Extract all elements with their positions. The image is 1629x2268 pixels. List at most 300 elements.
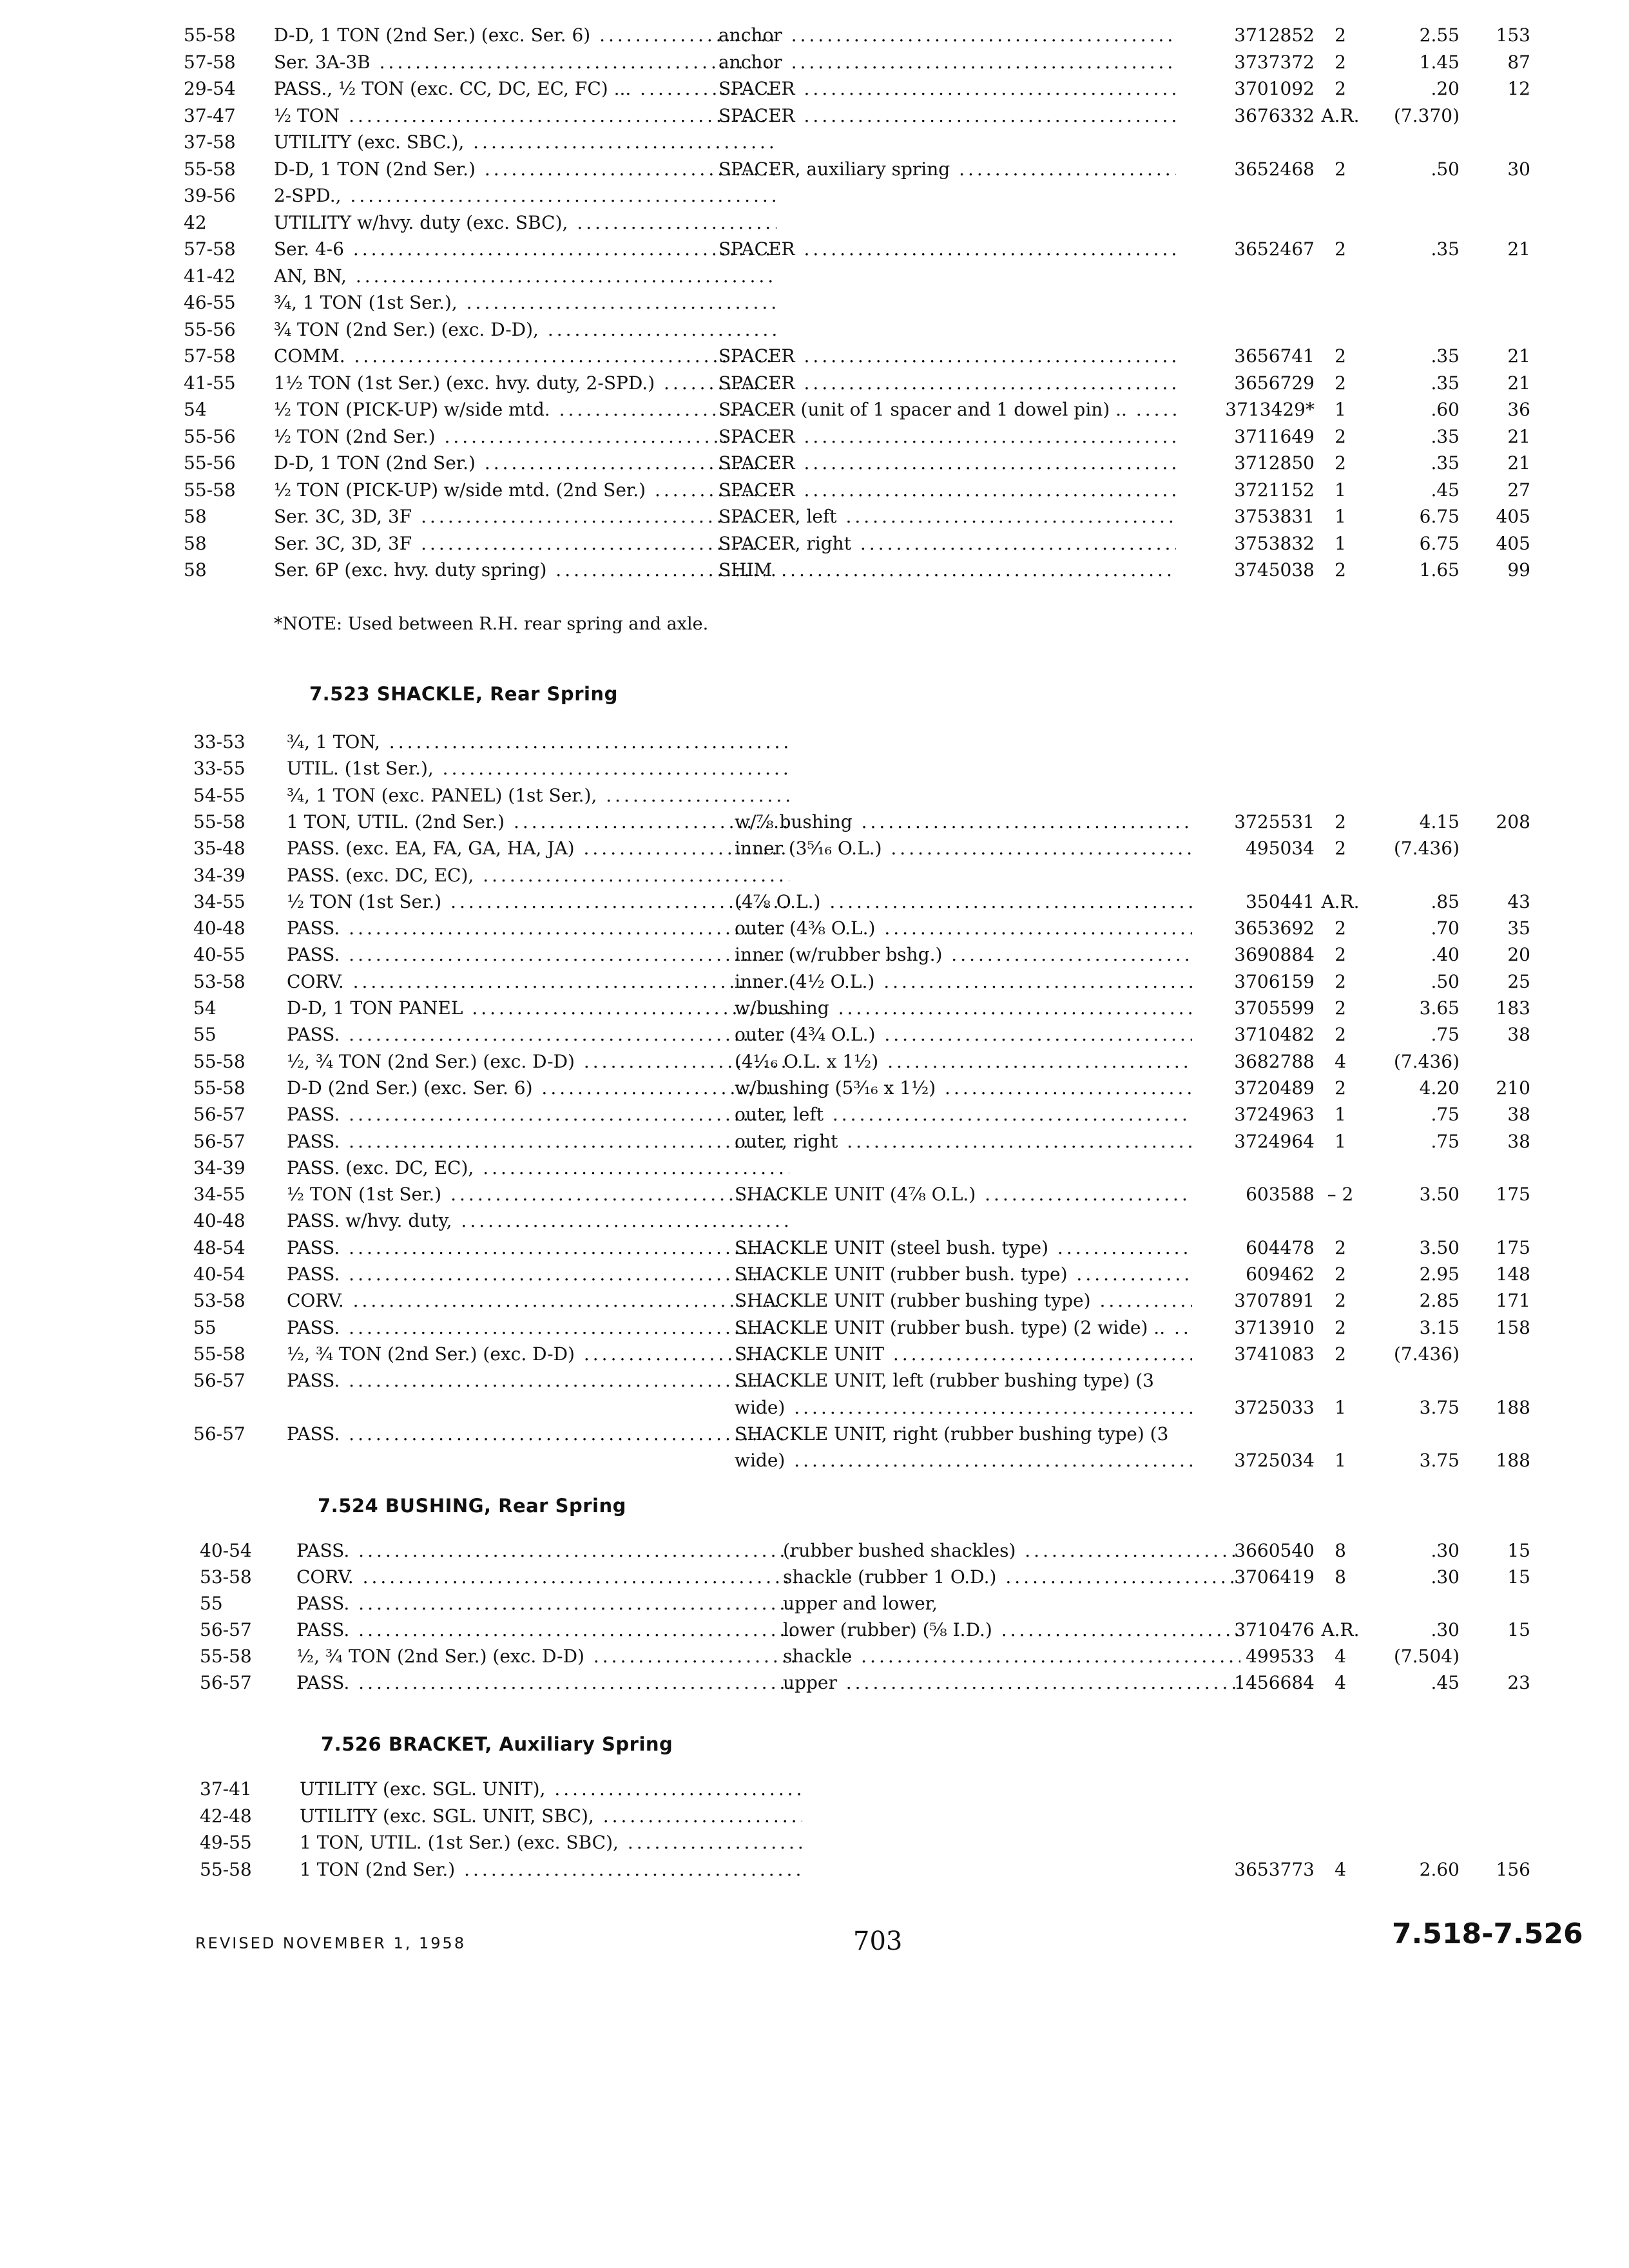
code-cell: 12 bbox=[1507, 78, 1530, 99]
code-cell: 188 bbox=[1496, 1396, 1530, 1418]
description-cell: outer, right ..... bbox=[735, 1131, 1192, 1153]
quantity-cell: 2 bbox=[1335, 1024, 1346, 1046]
quantity-cell: 2 bbox=[1335, 970, 1346, 992]
application-cell: ½ TON (PICK-UP) w/side mtd. ..... bbox=[274, 399, 776, 421]
revised-date: REVISED NOVEMBER 1, 1958 bbox=[195, 1934, 467, 1952]
price-cell: .50 bbox=[1431, 970, 1460, 992]
price-cell: 6.75 bbox=[1419, 532, 1460, 554]
description-cell: wide) ..... bbox=[735, 1397, 1192, 1419]
part-number-cell: 3676332 bbox=[1234, 104, 1315, 126]
price-cell: .35 bbox=[1431, 238, 1460, 260]
part-number-cell: 3656741 bbox=[1234, 345, 1315, 367]
price-cell: .35 bbox=[1431, 452, 1460, 474]
years-cell: 55-58 bbox=[184, 158, 236, 180]
application-cell: ½, ¾ TON (2nd Ser.) (exc. D-D) ..... bbox=[296, 1646, 799, 1667]
quantity-cell: 2 bbox=[1335, 372, 1346, 394]
code-cell: 148 bbox=[1496, 1264, 1530, 1285]
description-cell: SHACKLE UNIT (rubber bushing type) ..... bbox=[735, 1290, 1192, 1312]
description-cell: outer, left ..... bbox=[735, 1104, 1192, 1126]
application-cell: PASS. ..... bbox=[287, 1423, 789, 1445]
quantity-cell: 1 bbox=[1335, 479, 1346, 501]
description-cell: outer (4¾ O.L.) ..... bbox=[735, 1024, 1192, 1046]
code-cell: 21 bbox=[1507, 372, 1530, 394]
years-cell: 40-48 bbox=[193, 1210, 246, 1232]
years-cell: 29-54 bbox=[184, 78, 236, 99]
price-cell: 3.50 bbox=[1419, 1236, 1460, 1258]
price-cell: .60 bbox=[1431, 399, 1460, 420]
quantity-cell: A.R. bbox=[1321, 890, 1360, 912]
part-number-cell: 3701092 bbox=[1234, 78, 1315, 99]
years-cell: 55-56 bbox=[184, 452, 236, 474]
quantity-cell: 2 bbox=[1335, 811, 1346, 832]
quantity-cell: 2 bbox=[1335, 838, 1346, 860]
footnote: *NOTE: Used between R.H. rear spring and axle. bbox=[274, 614, 709, 634]
quantity-cell: 2 bbox=[1335, 24, 1346, 46]
part-number-cell: 3706159 bbox=[1234, 970, 1315, 992]
application-cell: PASS. (exc. DC, EC), ..... bbox=[287, 865, 789, 887]
years-cell: 34-39 bbox=[193, 864, 246, 886]
part-number-cell: 3713429* bbox=[1225, 399, 1315, 420]
description-cell: inner (4½ O.L.) ..... bbox=[735, 971, 1192, 993]
years-cell: 33-55 bbox=[193, 758, 246, 780]
description-cell: w/bushing (5³⁄₁₆ x 1½) ..... bbox=[735, 1077, 1192, 1099]
quantity-cell: 4 bbox=[1335, 1858, 1346, 1880]
description-cell: SHACKLE UNIT (rubber bush. type) (2 wide) .. ..... bbox=[735, 1317, 1192, 1339]
application-cell: PASS. ..... bbox=[296, 1540, 799, 1562]
part-number-cell: 3753831 bbox=[1234, 506, 1315, 527]
part-number-cell: 499533 bbox=[1246, 1646, 1315, 1667]
code-cell: 153 bbox=[1496, 24, 1530, 46]
application-cell: PASS. ..... bbox=[287, 1264, 789, 1285]
part-number-cell: 609462 bbox=[1246, 1264, 1315, 1285]
years-cell: 39-56 bbox=[184, 185, 236, 206]
years-cell: 55 bbox=[193, 1024, 217, 1046]
code-cell: 87 bbox=[1507, 51, 1530, 73]
quantity-cell: A.R. bbox=[1321, 104, 1360, 126]
description-cell: SPACER ..... bbox=[718, 105, 1176, 127]
description-cell: lower (rubber) (⅝ I.D.) ..... bbox=[783, 1619, 1240, 1641]
application-cell: PASS. (exc. DC, EC), ..... bbox=[287, 1157, 789, 1179]
application-cell: UTIL. (1st Ser.), ..... bbox=[287, 758, 789, 780]
description-cell: wide) ..... bbox=[735, 1450, 1192, 1472]
code-cell: 36 bbox=[1507, 399, 1530, 420]
price-cell: .35 bbox=[1431, 372, 1460, 394]
application-cell: PASS. ..... bbox=[287, 1317, 789, 1339]
application-cell: ½ TON (PICK-UP) w/side mtd. (2nd Ser.) ..... bbox=[274, 479, 776, 501]
part-number-cell: 3724964 bbox=[1234, 1130, 1315, 1152]
part-number-cell: 3724963 bbox=[1234, 1104, 1315, 1126]
code-cell: 30 bbox=[1507, 158, 1530, 180]
years-cell: 48-54 bbox=[193, 1236, 246, 1258]
years-cell: 55-58 bbox=[184, 24, 236, 46]
application-cell: ½, ¾ TON (2nd Ser.) (exc. D-D) ..... bbox=[287, 1343, 789, 1365]
price-cell: .50 bbox=[1431, 158, 1460, 180]
price-cell: .30 bbox=[1431, 1540, 1460, 1561]
code-cell: 188 bbox=[1496, 1450, 1530, 1472]
description-cell: w/⅞ bushing ..... bbox=[735, 811, 1192, 833]
quantity-cell: – 2 bbox=[1327, 1184, 1354, 1206]
years-cell: 58 bbox=[184, 532, 207, 554]
description-cell: (4⅞ O.L.) ..... bbox=[735, 891, 1192, 913]
part-number-cell: 3660540 bbox=[1234, 1540, 1315, 1561]
price-cell: 4.15 bbox=[1419, 811, 1460, 832]
years-cell: 55-58 bbox=[193, 1077, 246, 1099]
quantity-cell: 2 bbox=[1335, 238, 1346, 260]
years-cell: 55 bbox=[200, 1593, 223, 1614]
price-cell: (7.504) bbox=[1393, 1646, 1460, 1667]
years-cell: 40-48 bbox=[193, 918, 246, 939]
description-cell: inner (3⁵⁄₁₆ O.L.) ..... bbox=[735, 838, 1192, 860]
application-cell: ½ TON (1st Ser.) ..... bbox=[287, 1184, 789, 1206]
quantity-cell: 2 bbox=[1335, 559, 1346, 581]
price-cell: .30 bbox=[1431, 1619, 1460, 1640]
years-cell: 56-57 bbox=[193, 1104, 246, 1126]
application-cell: Ser. 3A-3B ..... bbox=[274, 52, 776, 73]
years-cell: 55-58 bbox=[200, 1646, 252, 1667]
application-cell: D-D, 1 TON (2nd Ser.) ..... bbox=[274, 159, 776, 180]
price-cell: 2.85 bbox=[1419, 1290, 1460, 1312]
application-cell: Ser. 3C, 3D, 3F ..... bbox=[274, 533, 776, 555]
code-cell: 25 bbox=[1507, 970, 1530, 992]
price-cell: 2.95 bbox=[1419, 1264, 1460, 1285]
application-cell: ½ TON ..... bbox=[274, 105, 776, 127]
years-cell: 55-58 bbox=[193, 811, 246, 832]
description-cell: (4¹⁄₁₆ O.L. x 1½) ..... bbox=[735, 1051, 1192, 1073]
application-cell: 1 TON (2nd Ser.) ..... bbox=[300, 1859, 802, 1881]
description-cell: SHACKLE UNIT (4⅞ O.L.) ..... bbox=[735, 1184, 1192, 1206]
price-cell: 3.15 bbox=[1419, 1316, 1460, 1338]
quantity-cell: 2 bbox=[1335, 1236, 1346, 1258]
part-number-cell: 3652467 bbox=[1234, 238, 1315, 260]
quantity-cell: 2 bbox=[1335, 918, 1346, 939]
description-cell: SPACER, auxiliary spring ..... bbox=[718, 159, 1176, 180]
years-cell: 41-55 bbox=[184, 372, 236, 394]
price-cell: 4.20 bbox=[1419, 1077, 1460, 1099]
price-cell: .35 bbox=[1431, 425, 1460, 447]
part-number-cell: 3705599 bbox=[1234, 997, 1315, 1019]
price-cell: 1.65 bbox=[1419, 559, 1460, 581]
part-number-cell: 3711649 bbox=[1234, 425, 1315, 447]
price-cell: .20 bbox=[1431, 78, 1460, 99]
quantity-cell: 1 bbox=[1335, 532, 1346, 554]
years-cell: 55-58 bbox=[193, 1343, 246, 1365]
part-number-cell: 3712850 bbox=[1234, 452, 1315, 474]
quantity-cell: 2 bbox=[1335, 425, 1346, 447]
quantity-cell: 1 bbox=[1335, 1104, 1346, 1126]
part-number-cell: 3725033 bbox=[1234, 1396, 1315, 1418]
application-cell: PASS. ..... bbox=[287, 918, 789, 939]
description-cell: SHACKLE UNIT (rubber bush. type) ..... bbox=[735, 1264, 1192, 1285]
application-cell: CORV. ..... bbox=[287, 971, 789, 993]
price-cell: .45 bbox=[1431, 479, 1460, 501]
application-cell: UTILITY (exc. SGL. UNIT), ..... bbox=[300, 1778, 802, 1800]
years-cell: 37-58 bbox=[184, 131, 236, 153]
years-cell: 42 bbox=[184, 211, 207, 233]
description-cell: SPACER, left ..... bbox=[718, 506, 1176, 528]
code-cell: 210 bbox=[1496, 1077, 1530, 1099]
application-cell: UTILITY (exc. SBC.), ..... bbox=[274, 131, 776, 153]
price-cell: 6.75 bbox=[1419, 506, 1460, 527]
years-cell: 55-56 bbox=[184, 318, 236, 340]
application-cell: ½ TON (1st Ser.) ..... bbox=[287, 891, 789, 913]
description-cell: SPACER (unit of 1 spacer and 1 dowel pin) .. ..... bbox=[718, 399, 1176, 421]
description-cell: upper ..... bbox=[783, 1672, 1240, 1694]
years-cell: 40-54 bbox=[193, 1264, 246, 1285]
application-cell: PASS. ..... bbox=[296, 1593, 799, 1615]
section-title-shackle: 7.523 SHACKLE, Rear Spring bbox=[309, 683, 618, 705]
years-cell: 56-57 bbox=[193, 1130, 246, 1152]
years-cell: 34-55 bbox=[193, 890, 246, 912]
application-cell: 2-SPD., ..... bbox=[274, 185, 776, 207]
application-cell: PASS. ..... bbox=[287, 1370, 789, 1392]
years-cell: 58 bbox=[184, 559, 207, 581]
quantity-cell: 1 bbox=[1335, 1130, 1346, 1152]
quantity-cell: 1 bbox=[1335, 399, 1346, 420]
code-cell: 38 bbox=[1507, 1130, 1530, 1152]
quantity-cell: 1 bbox=[1335, 1450, 1346, 1472]
price-cell: 2.55 bbox=[1419, 24, 1460, 46]
years-cell: 55-56 bbox=[184, 425, 236, 447]
price-cell: .70 bbox=[1431, 918, 1460, 939]
part-number-cell: 3710476 bbox=[1234, 1619, 1315, 1640]
years-cell: 53-58 bbox=[193, 1290, 246, 1312]
quantity-cell: 2 bbox=[1335, 78, 1346, 99]
application-cell: PASS. ..... bbox=[287, 1131, 789, 1153]
description-cell: SHIM ..... bbox=[718, 559, 1176, 581]
code-cell: 21 bbox=[1507, 452, 1530, 474]
description-cell: SPACER ..... bbox=[718, 426, 1176, 448]
quantity-cell: 2 bbox=[1335, 1077, 1346, 1099]
part-number-cell: 3653692 bbox=[1234, 918, 1315, 939]
description-cell: inner (w/rubber bshg.) ..... bbox=[735, 944, 1192, 966]
description-cell: (rubber bushed shackles) ..... bbox=[783, 1540, 1240, 1562]
application-cell: CORV. ..... bbox=[287, 1290, 789, 1312]
part-number-cell: 3706419 bbox=[1234, 1566, 1315, 1588]
part-number-cell: 3713910 bbox=[1234, 1316, 1315, 1338]
price-cell: .75 bbox=[1431, 1024, 1460, 1046]
description-cell: SPACER ..... bbox=[718, 345, 1176, 367]
years-cell: 56-57 bbox=[200, 1619, 252, 1640]
application-cell: AN, BN, ..... bbox=[274, 265, 776, 287]
years-cell: 57-58 bbox=[184, 238, 236, 260]
price-cell: .85 bbox=[1431, 890, 1460, 912]
application-cell: 1 TON, UTIL. (2nd Ser.) ..... bbox=[287, 811, 789, 833]
description-cell: anchor ..... bbox=[718, 52, 1176, 73]
application-cell: UTILITY w/hvy. duty (exc. SBC), ..... bbox=[274, 212, 776, 234]
application-cell: PASS., ½ TON (exc. CC, DC, EC, FC) ... ..... bbox=[274, 78, 776, 100]
application-cell: D-D, 1 TON (2nd Ser.) (exc. Ser. 6) ..... bbox=[274, 24, 776, 46]
quantity-cell: 4 bbox=[1335, 1672, 1346, 1693]
code-cell: 21 bbox=[1507, 238, 1530, 260]
price-cell: 3.75 bbox=[1419, 1450, 1460, 1472]
quantity-cell: 4 bbox=[1335, 1050, 1346, 1072]
application-cell: PASS. ..... bbox=[296, 1619, 799, 1641]
code-cell: 405 bbox=[1496, 506, 1530, 527]
code-cell: 208 bbox=[1496, 811, 1530, 832]
description-cell: upper and lower, bbox=[783, 1593, 938, 1614]
description-cell: SPACER ..... bbox=[718, 452, 1176, 474]
quantity-cell: 2 bbox=[1335, 1264, 1346, 1285]
years-cell: 56-57 bbox=[200, 1672, 252, 1693]
application-cell: PASS. ..... bbox=[296, 1672, 799, 1694]
quantity-cell: 2 bbox=[1335, 944, 1346, 966]
page-number: 703 bbox=[853, 1927, 903, 1956]
price-cell: (7.436) bbox=[1393, 1343, 1460, 1365]
quantity-cell: 1 bbox=[1335, 506, 1346, 527]
application-cell: PASS. ..... bbox=[287, 1024, 789, 1046]
years-cell: 53-58 bbox=[200, 1566, 252, 1588]
price-cell: 1.45 bbox=[1419, 51, 1460, 73]
description-cell: shackle ..... bbox=[783, 1646, 1240, 1667]
part-number-cell: 3737372 bbox=[1234, 51, 1315, 73]
quantity-cell: 2 bbox=[1335, 158, 1346, 180]
years-cell: 35-48 bbox=[193, 838, 246, 860]
price-cell: (7.436) bbox=[1393, 838, 1460, 860]
application-cell: 1½ TON (1st Ser.) (exc. hvy. duty, 2-SPD.) ..... bbox=[274, 372, 776, 394]
quantity-cell: 4 bbox=[1335, 1646, 1346, 1667]
description-cell: SHACKLE UNIT ..... bbox=[735, 1343, 1192, 1365]
code-cell: 27 bbox=[1507, 479, 1530, 501]
code-cell: 20 bbox=[1507, 944, 1530, 966]
years-cell: 34-39 bbox=[193, 1157, 246, 1178]
code-cell: 21 bbox=[1507, 345, 1530, 367]
years-cell: 37-41 bbox=[200, 1778, 252, 1800]
part-number-cell: 3682788 bbox=[1234, 1050, 1315, 1072]
application-cell: PASS. ..... bbox=[287, 944, 789, 966]
part-number-cell: 3707891 bbox=[1234, 1290, 1315, 1312]
quantity-cell: 2 bbox=[1335, 51, 1346, 73]
part-number-cell: 3652468 bbox=[1234, 158, 1315, 180]
years-cell: 46-55 bbox=[184, 292, 236, 313]
part-number-cell: 3745038 bbox=[1234, 559, 1315, 581]
application-cell: PASS. ..... bbox=[287, 1104, 789, 1126]
code-cell: 175 bbox=[1496, 1236, 1530, 1258]
application-cell: PASS. (exc. EA, FA, GA, HA, JA) ..... bbox=[287, 838, 789, 860]
code-cell: 35 bbox=[1507, 918, 1530, 939]
code-cell: 99 bbox=[1507, 559, 1530, 581]
quantity-cell: 8 bbox=[1335, 1540, 1346, 1561]
part-number-cell: 1456684 bbox=[1234, 1672, 1315, 1693]
code-cell: 23 bbox=[1507, 1672, 1530, 1693]
quantity-cell: 2 bbox=[1335, 997, 1346, 1019]
years-cell: 41-42 bbox=[184, 265, 236, 287]
years-cell: 56-57 bbox=[193, 1423, 246, 1445]
part-number-cell: 3710482 bbox=[1234, 1024, 1315, 1046]
description-cell: outer (4⅜ O.L.) ..... bbox=[735, 918, 1192, 939]
code-cell: 38 bbox=[1507, 1024, 1530, 1046]
part-number-cell: 3712852 bbox=[1234, 24, 1315, 46]
price-cell: 3.65 bbox=[1419, 997, 1460, 1019]
part-number-cell: 350441 bbox=[1246, 890, 1315, 912]
application-cell: 1 TON, UTIL. (1st Ser.) (exc. SBC), ..... bbox=[300, 1832, 802, 1854]
code-cell: 158 bbox=[1496, 1316, 1530, 1338]
section-title-bushing: 7.524 BUSHING, Rear Spring bbox=[318, 1495, 626, 1517]
years-cell: 40-55 bbox=[193, 944, 246, 966]
application-cell: ½ TON (2nd Ser.) ..... bbox=[274, 426, 776, 448]
price-cell: (7.436) bbox=[1393, 1050, 1460, 1072]
quantity-cell: 2 bbox=[1335, 1290, 1346, 1312]
years-cell: 58 bbox=[184, 506, 207, 527]
years-cell: 42-48 bbox=[200, 1805, 252, 1827]
part-number-cell: 3653773 bbox=[1234, 1858, 1315, 1880]
quantity-cell: 2 bbox=[1335, 1343, 1346, 1365]
code-cell: 21 bbox=[1507, 425, 1530, 447]
description-cell: shackle (rubber 1 O.D.) ..... bbox=[783, 1566, 1240, 1588]
part-number-cell: 3721152 bbox=[1234, 479, 1315, 501]
years-cell: 49-55 bbox=[200, 1832, 252, 1853]
application-cell: ¾, 1 TON (1st Ser.), ..... bbox=[274, 292, 776, 314]
code-cell: 15 bbox=[1507, 1566, 1530, 1588]
part-number-cell: 3720489 bbox=[1234, 1077, 1315, 1099]
part-number-cell: 3690884 bbox=[1234, 944, 1315, 966]
quantity-cell: 8 bbox=[1335, 1566, 1346, 1588]
part-number-cell: 3725531 bbox=[1234, 811, 1315, 832]
application-cell: ¾, 1 TON (exc. PANEL) (1st Ser.), ..... bbox=[287, 785, 789, 807]
quantity-cell: 2 bbox=[1335, 1316, 1346, 1338]
years-cell: 54 bbox=[193, 997, 217, 1019]
price-cell: 3.75 bbox=[1419, 1396, 1460, 1418]
application-cell: D-D, 1 TON (2nd Ser.) ..... bbox=[274, 452, 776, 474]
description-cell: SPACER, right ..... bbox=[718, 533, 1176, 555]
code-cell: 171 bbox=[1496, 1290, 1530, 1312]
years-cell: 55-58 bbox=[200, 1858, 252, 1880]
description-cell: SPACER ..... bbox=[718, 238, 1176, 260]
application-cell: PASS. w/hvy. duty, ..... bbox=[287, 1210, 789, 1232]
code-cell: 43 bbox=[1507, 890, 1530, 912]
quantity-cell: 2 bbox=[1335, 345, 1346, 367]
application-cell: CORV. ..... bbox=[296, 1566, 799, 1588]
description-cell: w/bushing ..... bbox=[735, 997, 1192, 1019]
years-cell: 33-53 bbox=[193, 731, 246, 753]
description-cell: SPACER ..... bbox=[718, 372, 1176, 394]
description-cell: SHACKLE UNIT, right (rubber bushing type) (3 bbox=[735, 1423, 1169, 1445]
price-cell: (7.370) bbox=[1393, 104, 1460, 126]
code-cell: 15 bbox=[1507, 1540, 1530, 1561]
code-cell: 183 bbox=[1496, 997, 1530, 1019]
years-cell: 40-54 bbox=[200, 1540, 252, 1561]
application-cell: D-D (2nd Ser.) (exc. Ser. 6) ..... bbox=[287, 1077, 789, 1099]
application-cell: ¾ TON (2nd Ser.) (exc. D-D), ..... bbox=[274, 319, 776, 341]
description-cell: SPACER ..... bbox=[718, 78, 1176, 100]
price-cell: .75 bbox=[1431, 1130, 1460, 1152]
part-number-cell: 604478 bbox=[1246, 1236, 1315, 1258]
application-cell: ¾, 1 TON, ..... bbox=[287, 731, 789, 753]
description-cell: SHACKLE UNIT, left (rubber bushing type) (3 bbox=[735, 1370, 1154, 1392]
quantity-cell: 1 bbox=[1335, 1396, 1346, 1418]
code-cell: 405 bbox=[1496, 532, 1530, 554]
years-cell: 55-58 bbox=[193, 1050, 246, 1072]
code-cell: 38 bbox=[1507, 1104, 1530, 1126]
years-cell: 55-58 bbox=[184, 479, 236, 501]
years-cell: 54-55 bbox=[193, 784, 246, 806]
price-cell: .35 bbox=[1431, 345, 1460, 367]
code-cell: 156 bbox=[1496, 1858, 1530, 1880]
part-number-cell: 3741083 bbox=[1234, 1343, 1315, 1365]
part-number-cell: 495034 bbox=[1246, 838, 1315, 860]
price-cell: 2.60 bbox=[1419, 1858, 1460, 1880]
description-cell: anchor ..... bbox=[718, 24, 1176, 46]
application-cell: ½, ¾ TON (2nd Ser.) (exc. D-D) ..... bbox=[287, 1051, 789, 1073]
years-cell: 57-58 bbox=[184, 345, 236, 367]
section-title-bracket: 7.526 BRACKET, Auxiliary Spring bbox=[321, 1733, 673, 1755]
price-cell: .30 bbox=[1431, 1566, 1460, 1588]
code-cell: 15 bbox=[1507, 1619, 1530, 1640]
quantity-cell: A.R. bbox=[1321, 1619, 1360, 1640]
years-cell: 37-47 bbox=[184, 104, 236, 126]
application-cell: PASS. ..... bbox=[287, 1237, 789, 1259]
price-cell: .40 bbox=[1431, 944, 1460, 966]
price-cell: .45 bbox=[1431, 1672, 1460, 1693]
